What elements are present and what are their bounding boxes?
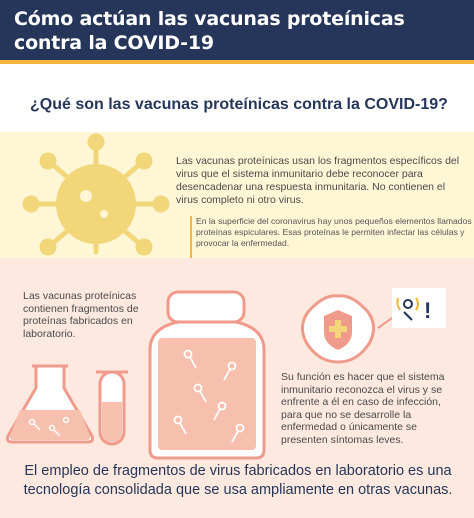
virus-spot — [80, 190, 92, 202]
virus-icon — [25, 136, 167, 253]
vaccine-vial-icon — [150, 292, 264, 458]
spike-protein-note: En la superficie del coronavirus hay unos pequeños elementos llamados proteínas espiculares. Esas proteínas le permiten infectar las células y provocar la enfermedad. — [196, 216, 472, 248]
intro-paragraph: Las vacunas proteínicas usan los fragmentos específicos del virus que el sistema inmunitario debe reconocer para desencadenar una respuesta inmunitaria. No contienen el virus completo ni otro virus. — [176, 155, 460, 206]
lab-flask-icon — [8, 366, 93, 442]
shield-icon — [302, 296, 392, 362]
footer-statement: El empleo de fragmentos de virus fabricados en laboratorio es una tecnología consolidada que se usa ampliamente en otras vacunas. — [23, 463, 453, 498]
page-title-line-1: Cómo actúan las vacunas proteínicas — [14, 8, 405, 30]
svg-text:!: ! — [424, 298, 432, 323]
function-paragraph: Su función es hacer que el sistema inmunitario reconozca el virus y se enfrente a él en caso de infección, para que no se desarrolle la enfermedad o únicamente se presenten síntomas leves. — [281, 371, 445, 446]
note-accent-bar — [190, 216, 192, 258]
page-title-line-2: contra la COVID-19 — [14, 32, 214, 54]
test-tube-icon — [96, 372, 128, 444]
alert-icon — [392, 288, 446, 328]
lab-paragraph: Las vacunas proteínicas contienen fragmentos de proteínas fabricados en laboratorio. — [23, 290, 139, 340]
virus-spot — [100, 210, 108, 218]
section-subtitle: ¿Qué son las vacunas proteínicas contra la COVID-19? — [30, 96, 448, 113]
